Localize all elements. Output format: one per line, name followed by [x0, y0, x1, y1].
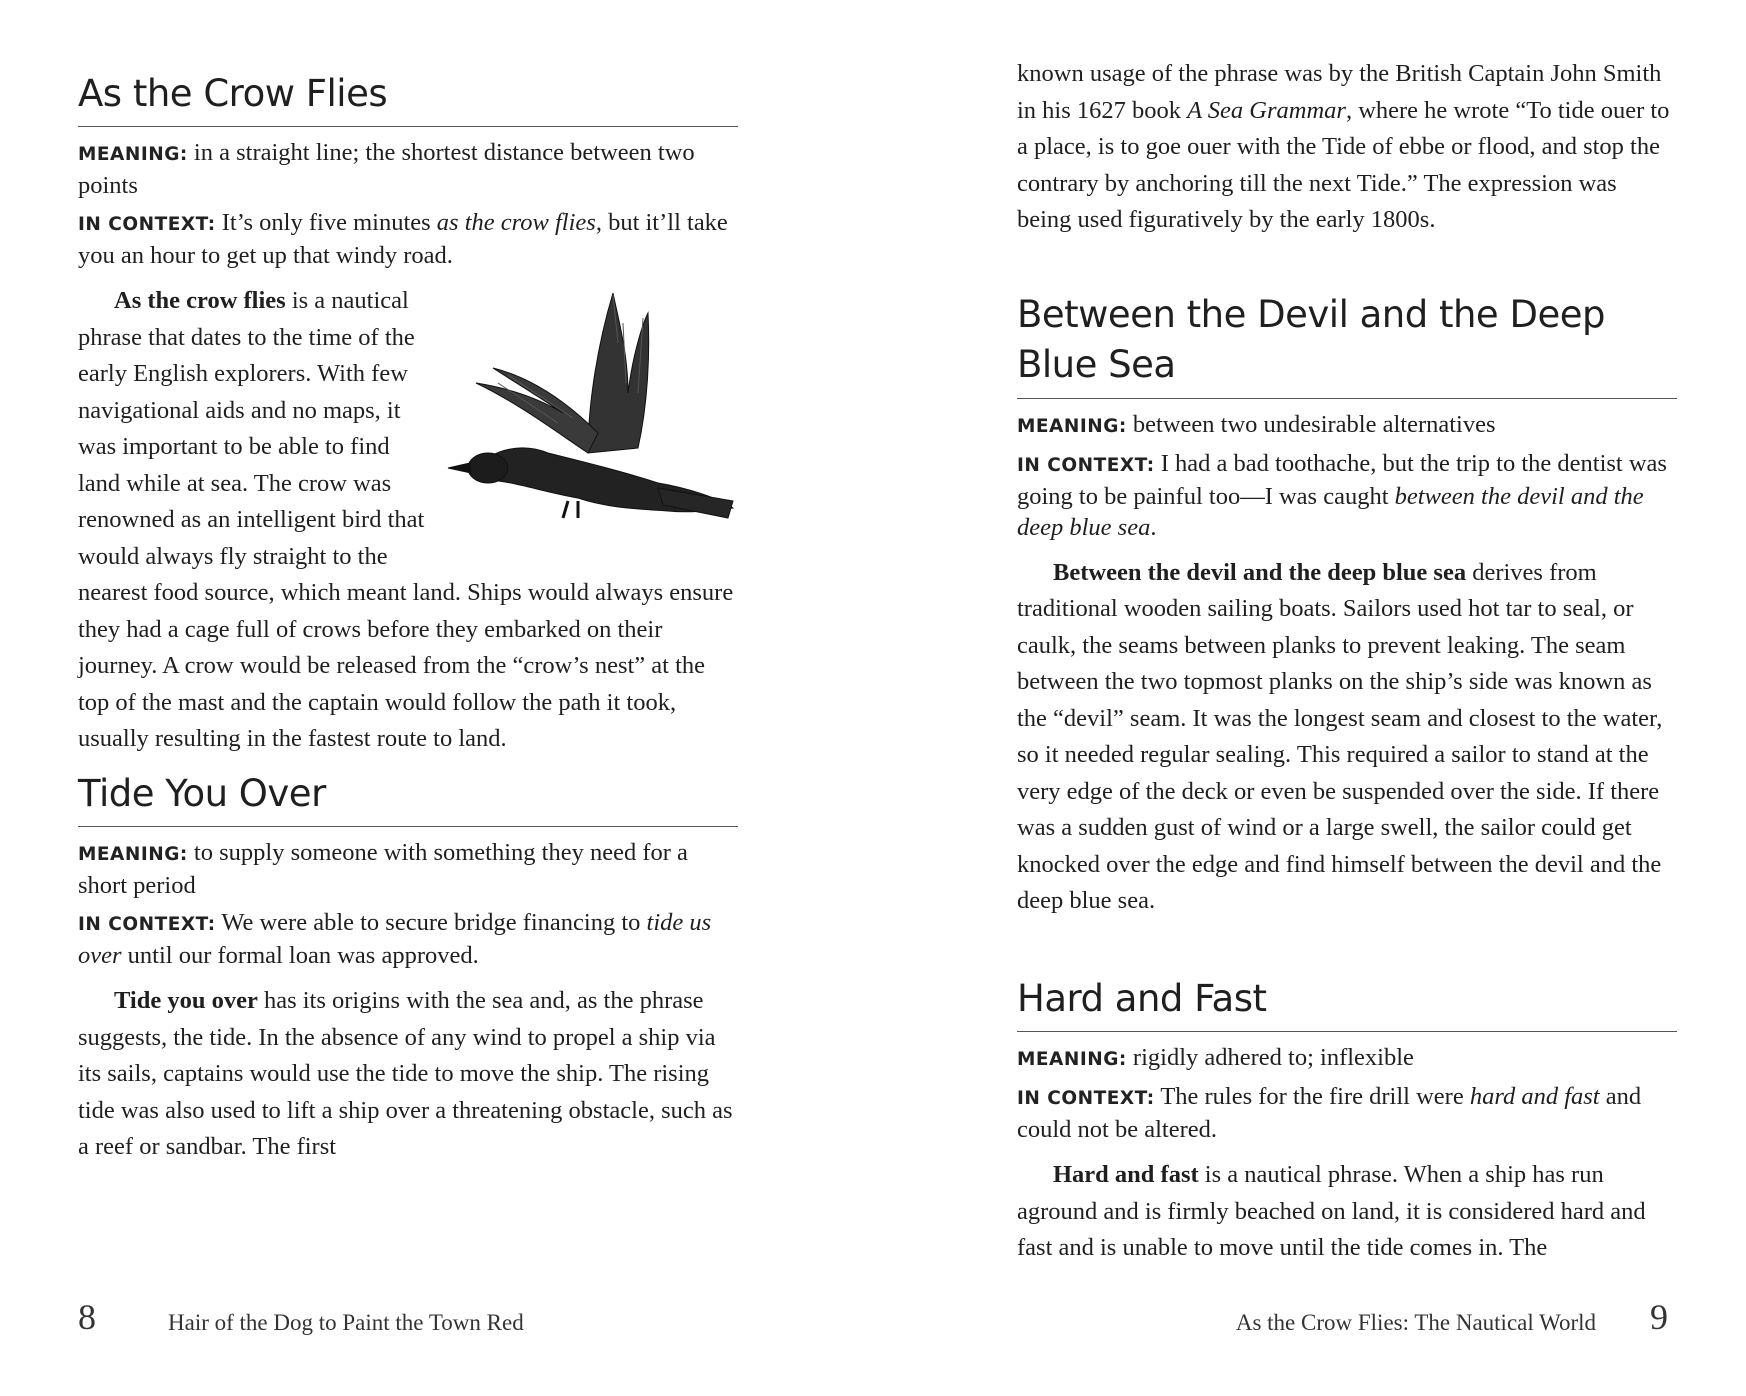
- entry-phrase-bold: Between the devil and the deep blue sea: [1053, 558, 1467, 586]
- in-context: [78, 207, 738, 271]
- meaning: [78, 837, 738, 901]
- context-text-before: The rules for the fire drill were: [1160, 1083, 1470, 1111]
- entry-as-the-crow-flies: [78, 70, 738, 758]
- context-text-after: until our formal loan was approved.: [121, 942, 479, 970]
- context-label: IN CONTEXT:: [1017, 1088, 1155, 1110]
- meaning: [1017, 409, 1677, 442]
- running-title-right: As the Crow Flies: The Nautical World: [1235, 1310, 1596, 1335]
- meaning-label: MEANING:: [78, 144, 188, 166]
- entry-title: As the Crow Flies: [78, 70, 738, 127]
- page-number-left: 8: [78, 1297, 96, 1337]
- entry-phrase-bold: Hard and fast: [1053, 1161, 1199, 1189]
- entry-body-text: is a nautical phrase. When a ship has run aground and is firmly beached on land, it is considered hard and fast and is unable to move until the tide comes in. The: [1017, 1161, 1646, 1262]
- crow-illustration-icon: [438, 283, 738, 553]
- book-title: A Sea Grammar: [1187, 96, 1346, 124]
- context-label: IN CONTEXT:: [1017, 454, 1155, 476]
- meaning: [78, 137, 738, 201]
- context-text-before: It’s only five minutes: [221, 209, 437, 237]
- context-phrase: as the crow flies: [436, 209, 596, 237]
- meaning-label: MEANING:: [1017, 1049, 1127, 1071]
- entry-body-text: is a nautical phrase that dates to the time of the early English explorers. With few navigational aids and no maps, it was important to be able to find land while at sea. The crow was renowned as an intelligent bird that would always fly straight to the nearest food source, which meant land. Ships would always ensure they had a cage full of crows before they embarked on their journey. A crow would be released from the “crow’s nest” at the top of the mast and the captain would follow the path it took, usually resulting in the fastest route to land.: [78, 287, 734, 753]
- continued-text-after: , where he wrote “To tide ouer to a place, is to goe ouer with the Tide of ebbe or flood, and stop the contrary by anchoring till the next Tide.” The expression was being used figuratively by the early 1800s.: [1017, 96, 1670, 233]
- context-label: IN CONTEXT:: [78, 214, 216, 236]
- context-text-after: .: [1150, 513, 1157, 541]
- meaning: [1017, 1042, 1677, 1075]
- entry-body: [78, 283, 738, 758]
- entry-title: Between the Devil and the Deep Blue Sea: [1017, 290, 1677, 399]
- meaning-text: rigidly adhered to; inflexible: [1132, 1044, 1414, 1072]
- entry-title: Tide You Over: [78, 770, 738, 827]
- entry-between-the-devil-and-the-deep-blue-sea: [1017, 290, 1677, 920]
- in-context: [1017, 1081, 1677, 1145]
- entry-hard-and-fast: [1017, 975, 1677, 1267]
- entry-body-text: derives from traditional wooden sailing boats. Sailors used hot tar to seal, or caulk, the seams between planks to prevent leaking. The seam between the two topmost planks on the ship’s side was known as the “devil” seam. It was the longest seam and closest to the water, so it needed regular sealing. This required a sailor to stand at the very edge of the deck or even be suspended over the side. If there was a sudden gust of wind or a large swell, the sailor could get knocked over the edge and find himself between the devil and the deep blue sea.: [1017, 558, 1663, 915]
- meaning-label: MEANING:: [78, 844, 188, 866]
- page-number-right: 9: [1650, 1297, 1668, 1337]
- context-text-after: , but it’ll take you an hour to get up that windy road.: [78, 209, 728, 270]
- in-context: [78, 907, 738, 971]
- context-phrase: tide us over: [78, 909, 712, 970]
- entry-phrase-bold: Tide you over: [114, 987, 258, 1015]
- entry-body: [1017, 1157, 1677, 1267]
- meaning-label: MEANING:: [1017, 415, 1127, 437]
- meaning-text: in a straight line; the shortest distance between two points: [78, 139, 695, 200]
- context-phrase: between the devil and the deep blue sea: [1017, 482, 1644, 541]
- entry-phrase-bold: As the crow flies: [114, 287, 286, 315]
- context-label: IN CONTEXT:: [78, 914, 216, 936]
- continued-text: [1017, 56, 1677, 239]
- continued-text-before: known usage of the phrase was by the British Captain John Smith in his 1627 book: [1017, 60, 1662, 124]
- context-text-before: We were able to secure bridge financing to: [221, 909, 647, 937]
- left-page: [78, 0, 738, 1396]
- entry-tide-you-over: [78, 770, 738, 1166]
- context-text-before: I had a bad toothache, but the trip to the dentist was going to be painful too—I was caught: [1017, 449, 1667, 510]
- meaning-text: to supply someone with something they need for a short period: [78, 839, 688, 900]
- context-text-after: and could not be altered.: [1017, 1083, 1642, 1144]
- entry-title: Hard and Fast: [1017, 975, 1677, 1032]
- entry-body: [1017, 555, 1677, 920]
- context-phrase: hard and fast: [1469, 1083, 1600, 1111]
- meaning-text: between two undesirable alternatives: [1132, 410, 1496, 438]
- entry-body: [78, 983, 738, 1166]
- right-page: [1017, 0, 1677, 1396]
- in-context: [1017, 448, 1677, 543]
- entry-body-text: has its origins with the sea and, as the phrase suggests, the tide. In the absence of any wind to propel a ship via its sails, captains would use the tide to move the ship. The rising tide was also used to lift a ship over a threatening obstacle, such as a reef or sandbar. The first: [78, 987, 733, 1161]
- running-title-left: Hair of the Dog to Paint the Town Red: [168, 1310, 524, 1335]
